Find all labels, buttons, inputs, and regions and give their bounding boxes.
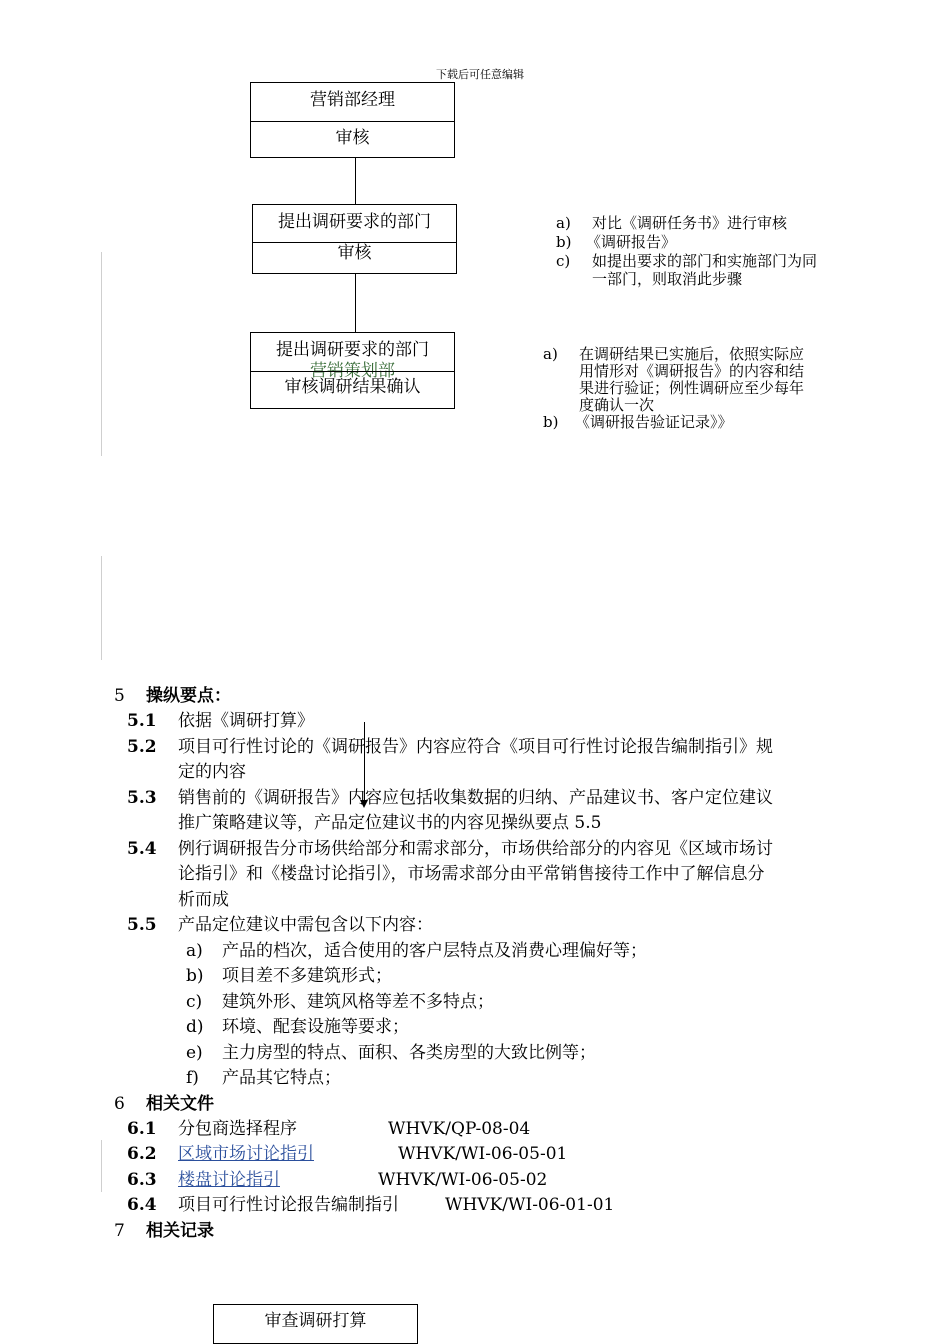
- note-item: [543, 379, 853, 397]
- item-text: 销售前的《调研报告》内容应包括收集数据的归纳、产品建议书、客户定位建议: [178, 788, 773, 808]
- flow-box-action: 审核调研结果确认: [284, 377, 421, 397]
- doc-code: WHVK/WI-06-01-01: [445, 1195, 615, 1215]
- note-item: [543, 413, 853, 431]
- doc-name: 项目可行性讨论报告编制指引: [178, 1195, 399, 1215]
- sub-marker: b): [186, 966, 204, 986]
- note-text: 用情形对《调研报告》的内容和结: [579, 362, 805, 380]
- section-title: 操纵要点：: [146, 686, 231, 706]
- item-text: 依据《调研打算》: [178, 711, 314, 731]
- flow-box-title: 审查调研打算: [264, 1311, 367, 1331]
- note-marker: b): [543, 413, 559, 431]
- section-number: 6: [114, 1094, 125, 1114]
- doc-number: 6.2: [127, 1144, 157, 1164]
- section-title: 相关记录: [146, 1221, 214, 1241]
- doc-number: 6.3: [127, 1170, 157, 1190]
- note-text: 《调研报告》: [586, 233, 677, 251]
- margin-line-1: [101, 252, 102, 456]
- doc-code: WHVK/QP-08-04: [388, 1119, 531, 1139]
- note-text: 在调研结果已实施后，依照实际应: [579, 345, 805, 363]
- note-item: [543, 396, 853, 414]
- note-text: 一部门，则取消此步骤: [592, 270, 743, 288]
- sub-marker: c): [186, 992, 203, 1012]
- doc-link-regional-market[interactable]: 区域市场讨论指引: [178, 1144, 314, 1164]
- doc-code: WHVK/WI-06-05-02: [378, 1170, 548, 1190]
- section-number: 7: [114, 1221, 125, 1241]
- item-text: 例行调研报告分市场供给部分和需求部分，市场供给部分的内容见《区域市场讨: [178, 839, 773, 859]
- note-item: [556, 270, 856, 288]
- doc-link-property[interactable]: 楼盘讨论指引: [178, 1170, 280, 1190]
- item-number: 5.5: [127, 915, 157, 935]
- note-item: [556, 252, 856, 270]
- item-text: 析而成: [178, 890, 229, 910]
- item-number: 5.1: [127, 711, 157, 731]
- flow-connector-1: [355, 158, 356, 209]
- flow-box-title: 提出调研要求的部门: [276, 340, 429, 360]
- note-item: [543, 345, 853, 363]
- note-item: [556, 214, 856, 232]
- flow-box-review-plan: [213, 1304, 418, 1344]
- flow-box-faint-label: 营销策划部: [310, 361, 395, 381]
- margin-line-2: [101, 556, 102, 660]
- item-number: 5.3: [127, 788, 157, 808]
- flow-box-divider: [251, 121, 454, 122]
- doc-name: 分包商选择程序: [178, 1119, 297, 1139]
- item-number: 5.4: [127, 839, 157, 859]
- sub-text: 产品其它特点；: [222, 1068, 341, 1088]
- sub-text: 项目差不多建筑形式；: [222, 966, 392, 986]
- section-number: 5: [114, 686, 125, 706]
- sub-marker: f): [186, 1068, 199, 1088]
- doc-number: 6.4: [127, 1195, 157, 1215]
- note-text: 《调研报告验证记录》》: [575, 413, 733, 431]
- note-text: 如提出要求的部门和实施部门为同: [592, 252, 818, 270]
- note-marker: a): [543, 345, 558, 363]
- item-text: 定的内容: [178, 762, 246, 782]
- flow-box-title: 提出调研要求的部门: [278, 212, 431, 232]
- sub-marker: a): [186, 941, 203, 961]
- sub-text: 环境、配套设施等要求；: [222, 1017, 409, 1037]
- note-text: 对比《调研任务书》进行审核: [592, 214, 788, 232]
- item-number: 5.2: [127, 737, 157, 757]
- note-marker: c): [556, 252, 571, 270]
- sub-marker: e): [186, 1043, 203, 1063]
- note-item: [556, 233, 856, 251]
- sub-text: 主力房型的特点、面积、各类房型的大致比例等；: [222, 1043, 596, 1063]
- item-text: 推广策略建议等，产品定位建议书的内容见操纵要点 5.5: [178, 813, 602, 833]
- note-text: 度确认一次: [579, 396, 655, 414]
- item-text: 产品定位建议中需包含以下内容：: [178, 915, 433, 935]
- section-title: 相关文件: [146, 1094, 214, 1114]
- doc-code: WHVK/WI-06-05-01: [398, 1144, 568, 1164]
- flow-box-requesting-dept: [252, 204, 457, 274]
- doc-number: 6.1: [127, 1119, 157, 1139]
- flow-box-divider: [251, 371, 454, 372]
- item-text: 论指引》和《楼盘讨论指引》，市场需求部分由平常销售接待工作中了解信息分: [178, 864, 765, 884]
- flow-box-title: 营销部经理: [310, 90, 395, 110]
- sub-marker: d): [186, 1017, 204, 1037]
- flow-box-action: 审核: [337, 243, 372, 263]
- sub-text: 产品的档次，适合使用的客户层特点及消费心理偏好等；: [222, 941, 647, 961]
- note-marker: a): [556, 214, 571, 232]
- sub-text: 建筑外形、建筑风格等差不多特点；: [222, 992, 494, 1012]
- flow-box-marketing-manager: [250, 82, 455, 158]
- flow-box-result-confirmation: [250, 332, 455, 409]
- note-item: [543, 362, 853, 380]
- note-marker: b): [556, 233, 572, 251]
- margin-line-3: [101, 1140, 102, 1192]
- flow-box-action: 审核: [335, 128, 370, 148]
- item-text: 项目可行性讨论的《调研报告》内容应符合《项目可行性讨论报告编制指引》规: [178, 737, 773, 757]
- note-text: 果进行验证；例性调研应至少每年: [579, 379, 805, 397]
- header-note: 下载后可任意编辑: [436, 68, 524, 81]
